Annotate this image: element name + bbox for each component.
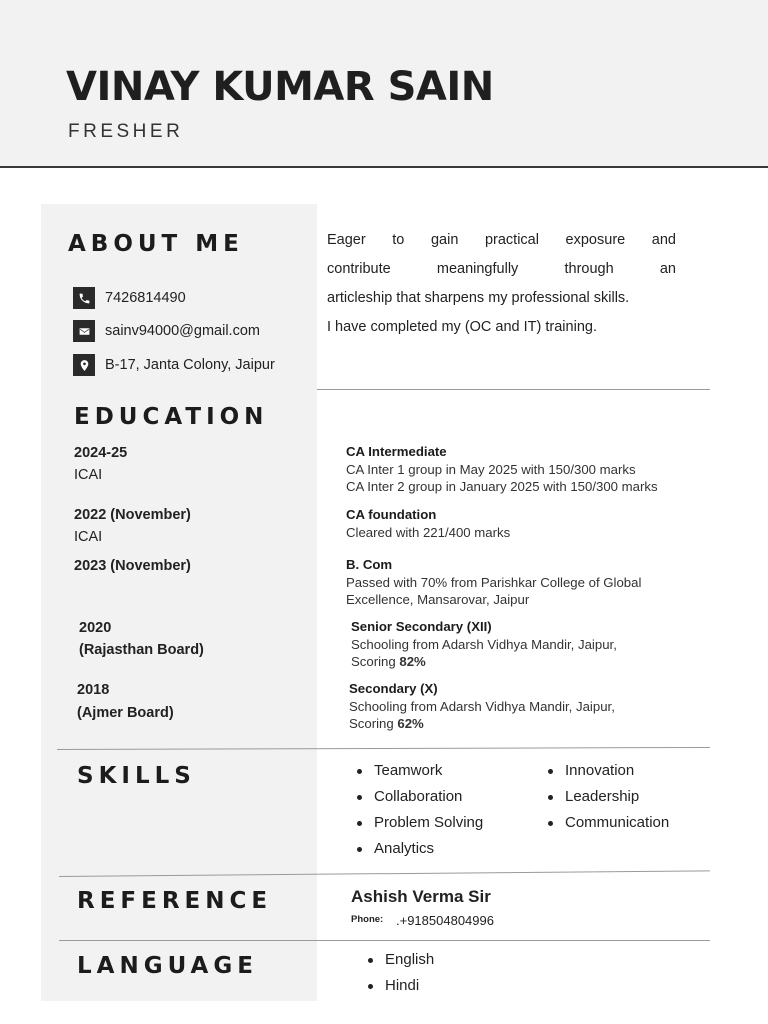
edu-detail-block: [346, 556, 641, 609]
contact-phone-row: [73, 287, 186, 309]
edu-detail: CA Inter 1 group in May 2025 with 150/300 marks: [346, 461, 636, 477]
contact-address: B-17, Janta Colony, Jaipur: [105, 357, 275, 373]
score-label: Scoring: [351, 654, 400, 669]
edu-period-block: [77, 679, 174, 724]
divider: [59, 940, 710, 941]
contact-email: sainv94000@gmail.com: [105, 323, 260, 339]
reference-heading: REFERENCE: [77, 888, 273, 914]
reference-phone: .+918504804996: [396, 913, 494, 928]
edu-detail: Schooling from Adarsh Vidhya Mandir, Jaipur,: [349, 698, 615, 714]
about-line: Eager to gain practical exposure and: [327, 232, 676, 248]
about-line: articleship that sharpens my professional skills.: [327, 290, 630, 306]
skill-item: Problem Solving: [356, 810, 483, 836]
edu-board: (Rajasthan Board): [79, 642, 204, 658]
edu-period-block: [74, 442, 127, 486]
edu-board: ICAI: [74, 529, 103, 545]
edu-title: B. Com: [346, 557, 393, 572]
edu-title: CA foundation: [346, 507, 437, 522]
edu-board: ICAI: [74, 467, 103, 483]
skills-list-col1: [356, 758, 483, 862]
about-line: contribute meaningfully through an: [327, 261, 676, 277]
edu-period: 2018: [77, 682, 110, 698]
edu-title: Senior Secondary (XII): [351, 619, 492, 634]
score-value: 62%: [397, 716, 424, 731]
edu-board: (Ajmer Board): [77, 705, 174, 721]
education-heading: EDUCATION: [74, 404, 269, 430]
score-value: 82%: [399, 654, 426, 669]
language-item: English: [367, 947, 434, 973]
about-text: [327, 226, 676, 342]
edu-period: 2020: [79, 620, 112, 636]
location-pin-icon: [73, 354, 95, 376]
edu-title: Secondary (X): [349, 681, 438, 696]
skill-item: Analytics: [356, 836, 483, 862]
edu-detail: Cleared with 221/400 marks: [346, 524, 511, 540]
skill-item: Communication: [547, 810, 669, 836]
divider: [317, 389, 710, 390]
edu-period: 2022 (November): [74, 507, 191, 523]
skills-list-col2: [547, 758, 669, 836]
about-line: I have completed my (OC and IT) training.: [327, 319, 597, 335]
edu-detail: CA Inter 2 group in January 2025 with 150/300 marks: [346, 479, 658, 494]
reference-name: Ashish Verma Sir: [351, 887, 491, 906]
edu-detail-block: [346, 506, 510, 541]
edu-detail: Schooling from Adarsh Vidhya Mandir, Jaipur,: [351, 636, 617, 652]
skill-item: Collaboration: [356, 784, 483, 810]
contact-address-row: [73, 354, 275, 376]
contact-phone: 7426814490: [105, 290, 186, 306]
edu-detail-block: [349, 680, 615, 733]
language-item: Hindi: [367, 973, 434, 999]
skill-item: Teamwork: [356, 758, 483, 784]
skill-item: Innovation: [547, 758, 669, 784]
email-icon: [73, 320, 95, 342]
edu-score-line: [349, 715, 615, 733]
edu-title: CA Intermediate: [346, 444, 447, 459]
edu-period-block: [74, 555, 191, 577]
candidate-role: FRESHER: [68, 121, 184, 142]
edu-detail: Excellence, Mansarovar, Jaipur: [346, 592, 530, 607]
skills-heading: SKILLS: [77, 763, 196, 789]
edu-period: 2024-25: [74, 445, 128, 461]
skill-item: Leadership: [547, 784, 669, 810]
contact-email-row: [73, 320, 260, 342]
phone-icon: [73, 287, 95, 309]
reference-phone-label: Phone:: [351, 914, 384, 925]
about-heading: ABOUT ME: [68, 231, 244, 257]
edu-detail-block: [346, 443, 658, 496]
edu-period: 2023 (November): [74, 558, 191, 574]
edu-detail-block: [351, 618, 617, 671]
language-heading: LANGUAGE: [77, 953, 258, 979]
candidate-name: VINAY KUMAR SAIN: [66, 64, 494, 110]
language-list: [367, 947, 434, 999]
edu-period-block: [74, 504, 191, 548]
edu-score-line: [351, 653, 617, 671]
edu-period-block: [79, 617, 204, 661]
score-label: Scoring: [349, 716, 398, 731]
edu-detail: Passed with 70% from Parishkar College of Global: [346, 574, 642, 590]
